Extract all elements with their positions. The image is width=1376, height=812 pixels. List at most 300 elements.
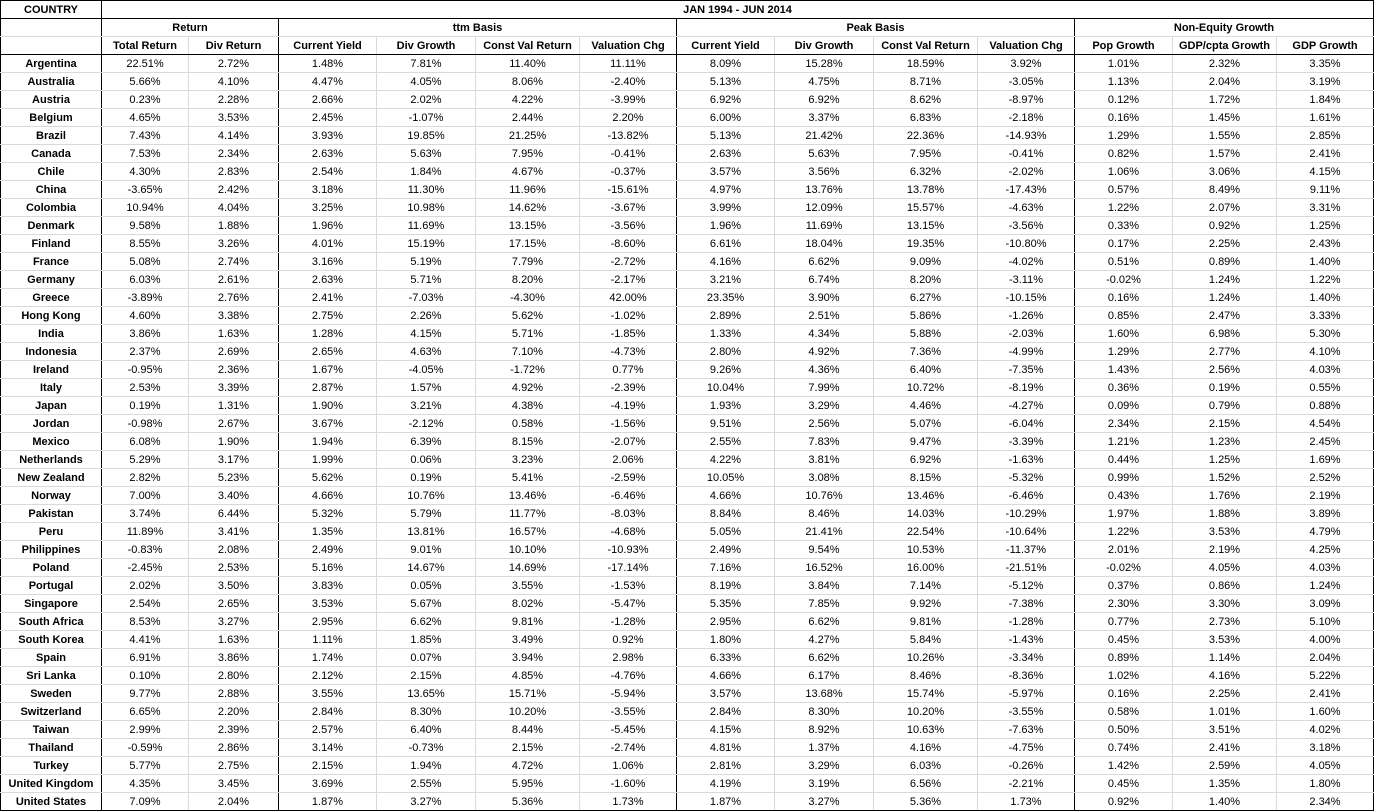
value-cell[interactable]: 2.73% <box>1173 613 1277 631</box>
country-cell[interactable]: Netherlands <box>1 451 102 469</box>
value-cell[interactable]: 7.79% <box>476 253 580 271</box>
value-cell[interactable]: 14.69% <box>476 559 580 577</box>
value-cell[interactable]: 7.00% <box>102 487 189 505</box>
value-cell[interactable]: -11.37% <box>978 541 1075 559</box>
value-cell[interactable]: 6.56% <box>874 775 978 793</box>
column-header[interactable]: Const Val Return <box>476 37 580 55</box>
value-cell[interactable]: 1.52% <box>1173 469 1277 487</box>
value-cell[interactable]: 6.91% <box>102 649 189 667</box>
value-cell[interactable]: 8.19% <box>677 577 775 595</box>
value-cell[interactable]: 2.34% <box>1277 793 1374 811</box>
value-cell[interactable]: 2.98% <box>580 649 677 667</box>
value-cell[interactable]: 3.92% <box>978 55 1075 73</box>
value-cell[interactable]: 5.67% <box>377 595 476 613</box>
country-cell[interactable]: Ireland <box>1 361 102 379</box>
value-cell[interactable]: 0.05% <box>377 577 476 595</box>
country-cell[interactable]: United Kingdom <box>1 775 102 793</box>
value-cell[interactable]: 21.25% <box>476 127 580 145</box>
value-cell[interactable]: 3.21% <box>377 397 476 415</box>
value-cell[interactable]: 2.55% <box>677 433 775 451</box>
value-cell[interactable]: 3.53% <box>1173 631 1277 649</box>
value-cell[interactable]: -6.04% <box>978 415 1075 433</box>
value-cell[interactable]: 5.84% <box>874 631 978 649</box>
value-cell[interactable]: -6.46% <box>580 487 677 505</box>
value-cell[interactable]: 8.30% <box>377 703 476 721</box>
value-cell[interactable]: -3.67% <box>580 199 677 217</box>
value-cell[interactable]: 0.85% <box>1075 307 1173 325</box>
value-cell[interactable]: 7.16% <box>677 559 775 577</box>
value-cell[interactable]: 2.82% <box>102 469 189 487</box>
value-cell[interactable]: 4.15% <box>1277 163 1374 181</box>
value-cell[interactable]: 1.73% <box>580 793 677 811</box>
value-cell[interactable]: 4.05% <box>1277 757 1374 775</box>
value-cell[interactable]: 3.30% <box>1173 595 1277 613</box>
value-cell[interactable]: 6.44% <box>189 505 279 523</box>
country-header[interactable]: COUNTRY <box>1 1 102 19</box>
value-cell[interactable]: 7.10% <box>476 343 580 361</box>
value-cell[interactable]: 0.06% <box>377 451 476 469</box>
value-cell[interactable]: -5.94% <box>580 685 677 703</box>
column-header[interactable]: Div Growth <box>377 37 476 55</box>
value-cell[interactable]: 2.41% <box>1173 739 1277 757</box>
column-group-header[interactable]: Return <box>102 19 279 37</box>
value-cell[interactable]: 5.30% <box>1277 325 1374 343</box>
value-cell[interactable]: -2.02% <box>978 163 1075 181</box>
value-cell[interactable]: 15.57% <box>874 199 978 217</box>
country-cell[interactable]: Chile <box>1 163 102 181</box>
value-cell[interactable]: 4.03% <box>1277 559 1374 577</box>
value-cell[interactable]: 0.55% <box>1277 379 1374 397</box>
value-cell[interactable]: 1.14% <box>1173 649 1277 667</box>
value-cell[interactable]: 0.44% <box>1075 451 1173 469</box>
value-cell[interactable]: -0.95% <box>102 361 189 379</box>
value-cell[interactable]: 6.00% <box>677 109 775 127</box>
value-cell[interactable]: -1.63% <box>978 451 1075 469</box>
value-cell[interactable]: 13.68% <box>775 685 874 703</box>
value-cell[interactable]: 6.92% <box>677 91 775 109</box>
value-cell[interactable]: 9.01% <box>377 541 476 559</box>
value-cell[interactable]: 2.65% <box>279 343 377 361</box>
value-cell[interactable]: 2.63% <box>279 271 377 289</box>
value-cell[interactable]: -5.32% <box>978 469 1075 487</box>
value-cell[interactable]: -1.28% <box>580 613 677 631</box>
value-cell[interactable]: 1.96% <box>279 217 377 235</box>
value-cell[interactable]: 2.02% <box>377 91 476 109</box>
value-cell[interactable]: 3.53% <box>189 109 279 127</box>
value-cell[interactable]: 4.05% <box>377 73 476 91</box>
value-cell[interactable]: -0.73% <box>377 739 476 757</box>
value-cell[interactable]: 1.63% <box>189 325 279 343</box>
value-cell[interactable]: 1.88% <box>1173 505 1277 523</box>
value-cell[interactable]: 21.42% <box>775 127 874 145</box>
value-cell[interactable]: 10.20% <box>476 703 580 721</box>
value-cell[interactable]: 2.15% <box>1173 415 1277 433</box>
value-cell[interactable]: 4.16% <box>1173 667 1277 685</box>
value-cell[interactable]: 0.19% <box>1173 379 1277 397</box>
value-cell[interactable]: -1.56% <box>580 415 677 433</box>
value-cell[interactable]: -8.97% <box>978 91 1075 109</box>
value-cell[interactable]: 3.38% <box>189 307 279 325</box>
value-cell[interactable]: 2.49% <box>677 541 775 559</box>
value-cell[interactable]: 0.77% <box>580 361 677 379</box>
value-cell[interactable]: 0.07% <box>377 649 476 667</box>
country-cell[interactable]: France <box>1 253 102 271</box>
value-cell[interactable]: 17.15% <box>476 235 580 253</box>
value-cell[interactable]: 3.89% <box>1277 505 1374 523</box>
value-cell[interactable]: 11.77% <box>476 505 580 523</box>
value-cell[interactable]: 3.29% <box>775 757 874 775</box>
value-cell[interactable]: 3.29% <box>775 397 874 415</box>
value-cell[interactable]: -2.12% <box>377 415 476 433</box>
value-cell[interactable]: 0.77% <box>1075 613 1173 631</box>
value-cell[interactable]: 4.38% <box>476 397 580 415</box>
value-cell[interactable]: 14.67% <box>377 559 476 577</box>
value-cell[interactable]: 11.30% <box>377 181 476 199</box>
value-cell[interactable]: 1.67% <box>279 361 377 379</box>
value-cell[interactable]: 2.61% <box>189 271 279 289</box>
value-cell[interactable]: 4.34% <box>775 325 874 343</box>
value-cell[interactable]: -4.73% <box>580 343 677 361</box>
value-cell[interactable]: -17.43% <box>978 181 1075 199</box>
value-cell[interactable]: 0.92% <box>1173 217 1277 235</box>
value-cell[interactable]: 0.58% <box>1075 703 1173 721</box>
value-cell[interactable]: 1.24% <box>1277 577 1374 595</box>
value-cell[interactable]: 2.95% <box>677 613 775 631</box>
value-cell[interactable]: 16.52% <box>775 559 874 577</box>
value-cell[interactable]: 6.03% <box>874 757 978 775</box>
value-cell[interactable]: 2.53% <box>102 379 189 397</box>
value-cell[interactable]: -0.26% <box>978 757 1075 775</box>
value-cell[interactable]: 2.51% <box>775 307 874 325</box>
value-cell[interactable]: 6.39% <box>377 433 476 451</box>
value-cell[interactable]: -1.26% <box>978 307 1075 325</box>
value-cell[interactable]: 5.19% <box>377 253 476 271</box>
value-cell[interactable]: 18.04% <box>775 235 874 253</box>
value-cell[interactable]: 13.15% <box>476 217 580 235</box>
value-cell[interactable]: 10.04% <box>677 379 775 397</box>
value-cell[interactable]: 1.57% <box>1173 145 1277 163</box>
value-cell[interactable]: 3.26% <box>189 235 279 253</box>
value-cell[interactable]: 16.00% <box>874 559 978 577</box>
value-cell[interactable]: 3.57% <box>677 163 775 181</box>
value-cell[interactable]: 4.41% <box>102 631 189 649</box>
country-cell[interactable]: China <box>1 181 102 199</box>
value-cell[interactable]: 0.16% <box>1075 109 1173 127</box>
value-cell[interactable]: 2.45% <box>279 109 377 127</box>
country-header-spacer[interactable] <box>1 19 102 37</box>
value-cell[interactable]: 2.20% <box>189 703 279 721</box>
value-cell[interactable]: 0.10% <box>102 667 189 685</box>
value-cell[interactable]: 2.63% <box>677 145 775 163</box>
value-cell[interactable]: -0.02% <box>1075 271 1173 289</box>
value-cell[interactable]: -3.56% <box>978 217 1075 235</box>
value-cell[interactable]: 6.33% <box>677 649 775 667</box>
value-cell[interactable]: 1.11% <box>279 631 377 649</box>
value-cell[interactable]: 3.21% <box>677 271 775 289</box>
value-cell[interactable]: 3.53% <box>279 595 377 613</box>
value-cell[interactable]: 2.63% <box>279 145 377 163</box>
value-cell[interactable]: 5.16% <box>279 559 377 577</box>
country-cell[interactable]: Colombia <box>1 199 102 217</box>
value-cell[interactable]: 3.16% <box>279 253 377 271</box>
value-cell[interactable]: -14.93% <box>978 127 1075 145</box>
value-cell[interactable]: 7.95% <box>476 145 580 163</box>
value-cell[interactable]: 1.35% <box>1173 775 1277 793</box>
column-header[interactable]: Div Return <box>189 37 279 55</box>
value-cell[interactable]: 2.66% <box>279 91 377 109</box>
value-cell[interactable]: 1.29% <box>1075 343 1173 361</box>
country-cell[interactable]: Greece <box>1 289 102 307</box>
value-cell[interactable]: -5.97% <box>978 685 1075 703</box>
value-cell[interactable]: 7.95% <box>874 145 978 163</box>
value-cell[interactable]: 10.26% <box>874 649 978 667</box>
value-cell[interactable]: 0.12% <box>1075 91 1173 109</box>
value-cell[interactable]: 2.26% <box>377 307 476 325</box>
value-cell[interactable]: -5.45% <box>580 721 677 739</box>
value-cell[interactable]: 2.77% <box>1173 343 1277 361</box>
value-cell[interactable]: 1.13% <box>1075 73 1173 91</box>
value-cell[interactable]: 2.75% <box>189 757 279 775</box>
country-header-spacer[interactable] <box>1 37 102 55</box>
country-cell[interactable]: India <box>1 325 102 343</box>
value-cell[interactable]: 3.49% <box>476 631 580 649</box>
value-cell[interactable]: 2.85% <box>1277 127 1374 145</box>
value-cell[interactable]: -7.63% <box>978 721 1075 739</box>
value-cell[interactable]: -4.30% <box>476 289 580 307</box>
country-cell[interactable]: Portugal <box>1 577 102 595</box>
value-cell[interactable]: 2.87% <box>279 379 377 397</box>
value-cell[interactable]: 15.19% <box>377 235 476 253</box>
value-cell[interactable]: 8.55% <box>102 235 189 253</box>
value-cell[interactable]: 5.62% <box>476 307 580 325</box>
value-cell[interactable]: 19.35% <box>874 235 978 253</box>
value-cell[interactable]: 4.92% <box>476 379 580 397</box>
value-cell[interactable]: 5.10% <box>1277 613 1374 631</box>
value-cell[interactable]: 6.61% <box>677 235 775 253</box>
value-cell[interactable]: 0.89% <box>1075 649 1173 667</box>
value-cell[interactable]: 3.40% <box>189 487 279 505</box>
value-cell[interactable]: -0.98% <box>102 415 189 433</box>
value-cell[interactable]: 2.67% <box>189 415 279 433</box>
column-header[interactable]: Const Val Return <box>874 37 978 55</box>
value-cell[interactable]: 2.15% <box>476 739 580 757</box>
value-cell[interactable]: 1.31% <box>189 397 279 415</box>
value-cell[interactable]: 2.76% <box>189 289 279 307</box>
value-cell[interactable]: -3.55% <box>580 703 677 721</box>
value-cell[interactable]: -5.12% <box>978 577 1075 595</box>
value-cell[interactable]: 4.25% <box>1277 541 1374 559</box>
value-cell[interactable]: -5.47% <box>580 595 677 613</box>
value-cell[interactable]: -4.19% <box>580 397 677 415</box>
value-cell[interactable]: 22.54% <box>874 523 978 541</box>
value-cell[interactable]: 4.66% <box>279 487 377 505</box>
value-cell[interactable]: -3.99% <box>580 91 677 109</box>
value-cell[interactable]: -7.35% <box>978 361 1075 379</box>
value-cell[interactable]: -1.43% <box>978 631 1075 649</box>
value-cell[interactable]: 0.45% <box>1075 775 1173 793</box>
value-cell[interactable]: 10.76% <box>377 487 476 505</box>
value-cell[interactable]: 10.20% <box>874 703 978 721</box>
value-cell[interactable]: 4.00% <box>1277 631 1374 649</box>
column-header[interactable]: Current Yield <box>677 37 775 55</box>
value-cell[interactable]: 0.16% <box>1075 289 1173 307</box>
value-cell[interactable]: -7.38% <box>978 595 1075 613</box>
value-cell[interactable]: -7.03% <box>377 289 476 307</box>
value-cell[interactable]: -1.53% <box>580 577 677 595</box>
value-cell[interactable]: 1.37% <box>775 739 874 757</box>
value-cell[interactable]: 8.46% <box>775 505 874 523</box>
value-cell[interactable]: 1.29% <box>1075 127 1173 145</box>
value-cell[interactable]: 9.51% <box>677 415 775 433</box>
value-cell[interactable]: 0.92% <box>580 631 677 649</box>
value-cell[interactable]: 7.36% <box>874 343 978 361</box>
value-cell[interactable]: 4.05% <box>1173 559 1277 577</box>
value-cell[interactable]: 10.72% <box>874 379 978 397</box>
value-cell[interactable]: 1.06% <box>1075 163 1173 181</box>
value-cell[interactable]: 22.51% <box>102 55 189 73</box>
value-cell[interactable]: -0.41% <box>978 145 1075 163</box>
value-cell[interactable]: 2.30% <box>1075 595 1173 613</box>
value-cell[interactable]: 2.72% <box>189 55 279 73</box>
value-cell[interactable]: 8.62% <box>874 91 978 109</box>
value-cell[interactable]: 4.27% <box>775 631 874 649</box>
value-cell[interactable]: 5.63% <box>775 145 874 163</box>
value-cell[interactable]: 3.93% <box>279 127 377 145</box>
value-cell[interactable]: 2.34% <box>1075 415 1173 433</box>
value-cell[interactable]: 7.14% <box>874 577 978 595</box>
value-cell[interactable]: 3.56% <box>775 163 874 181</box>
value-cell[interactable]: 2.75% <box>279 307 377 325</box>
value-cell[interactable]: 3.27% <box>377 793 476 811</box>
value-cell[interactable]: 2.15% <box>377 667 476 685</box>
value-cell[interactable]: -3.11% <box>978 271 1075 289</box>
value-cell[interactable]: 1.60% <box>1075 325 1173 343</box>
value-cell[interactable]: -4.99% <box>978 343 1075 361</box>
value-cell[interactable]: 1.84% <box>377 163 476 181</box>
value-cell[interactable]: 1.97% <box>1075 505 1173 523</box>
value-cell[interactable]: 1.22% <box>1075 199 1173 217</box>
value-cell[interactable]: 4.22% <box>476 91 580 109</box>
value-cell[interactable]: 4.63% <box>377 343 476 361</box>
value-cell[interactable]: 3.06% <box>1173 163 1277 181</box>
value-cell[interactable]: 3.41% <box>189 523 279 541</box>
value-cell[interactable]: 1.45% <box>1173 109 1277 127</box>
country-cell[interactable]: Belgium <box>1 109 102 127</box>
value-cell[interactable]: 2.56% <box>775 415 874 433</box>
value-cell[interactable]: 8.44% <box>476 721 580 739</box>
value-cell[interactable]: 13.46% <box>874 487 978 505</box>
country-cell[interactable]: Germany <box>1 271 102 289</box>
country-cell[interactable]: Brazil <box>1 127 102 145</box>
value-cell[interactable]: 6.17% <box>775 667 874 685</box>
value-cell[interactable]: 10.05% <box>677 469 775 487</box>
country-cell[interactable]: Philippines <box>1 541 102 559</box>
value-cell[interactable]: 2.54% <box>102 595 189 613</box>
value-cell[interactable]: 4.47% <box>279 73 377 91</box>
value-cell[interactable]: 8.15% <box>874 469 978 487</box>
value-cell[interactable]: 0.33% <box>1075 217 1173 235</box>
value-cell[interactable]: -8.60% <box>580 235 677 253</box>
column-header[interactable]: GDP/cpta Growth <box>1173 37 1277 55</box>
value-cell[interactable]: 9.81% <box>476 613 580 631</box>
value-cell[interactable]: 2.86% <box>189 739 279 757</box>
value-cell[interactable]: 2.74% <box>189 253 279 271</box>
value-cell[interactable]: 2.59% <box>1173 757 1277 775</box>
value-cell[interactable]: 4.04% <box>189 199 279 217</box>
value-cell[interactable]: 19.85% <box>377 127 476 145</box>
value-cell[interactable]: 10.53% <box>874 541 978 559</box>
value-cell[interactable]: 1.40% <box>1277 289 1374 307</box>
value-cell[interactable]: 7.53% <box>102 145 189 163</box>
value-cell[interactable]: 8.30% <box>775 703 874 721</box>
value-cell[interactable]: -10.29% <box>978 505 1075 523</box>
value-cell[interactable]: 1.57% <box>377 379 476 397</box>
country-cell[interactable]: Hong Kong <box>1 307 102 325</box>
value-cell[interactable]: 11.40% <box>476 55 580 73</box>
value-cell[interactable]: 7.83% <box>775 433 874 451</box>
value-cell[interactable]: 6.08% <box>102 433 189 451</box>
value-cell[interactable]: 3.09% <box>1277 595 1374 613</box>
country-cell[interactable]: Mexico <box>1 433 102 451</box>
value-cell[interactable]: 11.96% <box>476 181 580 199</box>
value-cell[interactable]: 2.69% <box>189 343 279 361</box>
value-cell[interactable]: -3.34% <box>978 649 1075 667</box>
value-cell[interactable]: 4.66% <box>677 487 775 505</box>
country-cell[interactable]: Sri Lanka <box>1 667 102 685</box>
value-cell[interactable]: -1.28% <box>978 613 1075 631</box>
value-cell[interactable]: 0.50% <box>1075 721 1173 739</box>
value-cell[interactable]: 0.86% <box>1173 577 1277 595</box>
country-cell[interactable]: Austria <box>1 91 102 109</box>
value-cell[interactable]: 2.88% <box>189 685 279 703</box>
value-cell[interactable]: 2.65% <box>189 595 279 613</box>
value-cell[interactable]: 2.19% <box>1173 541 1277 559</box>
value-cell[interactable]: -4.68% <box>580 523 677 541</box>
value-cell[interactable]: 1.42% <box>1075 757 1173 775</box>
value-cell[interactable]: -3.55% <box>978 703 1075 721</box>
value-cell[interactable]: 3.81% <box>775 451 874 469</box>
value-cell[interactable]: 1.85% <box>377 631 476 649</box>
value-cell[interactable]: 4.35% <box>102 775 189 793</box>
value-cell[interactable]: 2.37% <box>102 343 189 361</box>
value-cell[interactable]: 1.01% <box>1173 703 1277 721</box>
country-cell[interactable]: Spain <box>1 649 102 667</box>
value-cell[interactable]: 2.89% <box>677 307 775 325</box>
value-cell[interactable]: 1.94% <box>279 433 377 451</box>
country-cell[interactable]: Pakistan <box>1 505 102 523</box>
value-cell[interactable]: 1.25% <box>1277 217 1374 235</box>
value-cell[interactable]: 5.41% <box>476 469 580 487</box>
value-cell[interactable]: 3.33% <box>1277 307 1374 325</box>
value-cell[interactable]: 1.01% <box>1075 55 1173 73</box>
value-cell[interactable]: 5.36% <box>476 793 580 811</box>
value-cell[interactable]: 4.22% <box>677 451 775 469</box>
value-cell[interactable]: -0.59% <box>102 739 189 757</box>
value-cell[interactable]: 6.40% <box>377 721 476 739</box>
value-cell[interactable]: 0.36% <box>1075 379 1173 397</box>
value-cell[interactable]: 2.44% <box>476 109 580 127</box>
value-cell[interactable]: 2.04% <box>189 793 279 811</box>
value-cell[interactable]: 10.10% <box>476 541 580 559</box>
value-cell[interactable]: 5.71% <box>377 271 476 289</box>
value-cell[interactable]: 2.02% <box>102 577 189 595</box>
value-cell[interactable]: 0.45% <box>1075 631 1173 649</box>
country-cell[interactable]: Thailand <box>1 739 102 757</box>
value-cell[interactable]: 1.74% <box>279 649 377 667</box>
value-cell[interactable]: 4.03% <box>1277 361 1374 379</box>
value-cell[interactable]: 3.86% <box>102 325 189 343</box>
value-cell[interactable]: 0.16% <box>1075 685 1173 703</box>
